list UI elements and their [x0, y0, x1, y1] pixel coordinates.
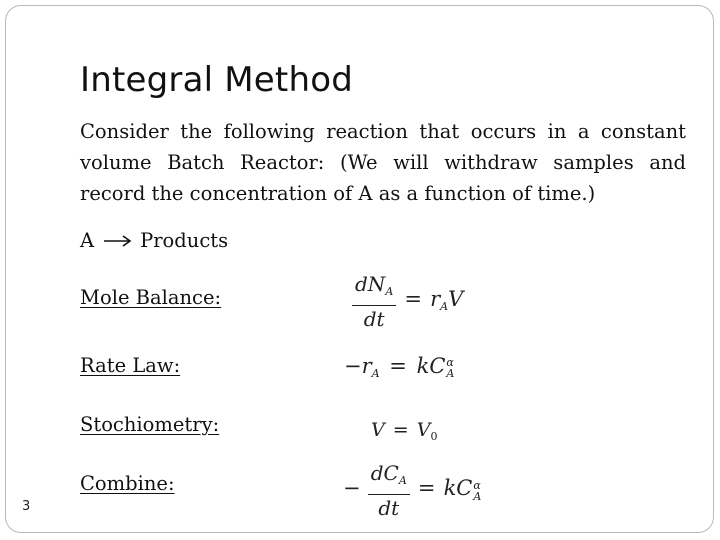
stoichiometry-rhs-subscript: 0	[430, 430, 438, 443]
rate-law-equation	[344, 354, 454, 380]
right-arrow-icon	[100, 234, 134, 248]
mole-balance-numerator: dN	[355, 272, 386, 296]
combine-rhs-scripts	[473, 480, 481, 502]
combine-minus: −	[343, 476, 361, 500]
rate-law-minus: −	[344, 354, 362, 378]
mole-balance-rhs-subscript: A	[440, 300, 449, 313]
mole-balance-label: Mole Balance:	[80, 286, 222, 309]
reactant-label: A	[80, 229, 95, 252]
product-label: Products	[140, 229, 229, 252]
rate-law-rhs-superscript: α	[446, 355, 454, 369]
combine-equation	[343, 461, 481, 520]
mole-balance-denominator: dt	[363, 307, 385, 331]
page-number: 3	[22, 499, 31, 514]
rate-law-label: Rate Law:	[80, 354, 181, 377]
stoichiometry-lhs: V	[371, 419, 385, 441]
combine-rhs-superscript: α	[473, 478, 481, 492]
rate-law-rhs-scripts	[446, 357, 454, 379]
stoichiometry-equals: =	[392, 419, 409, 441]
combine-fraction	[368, 461, 410, 520]
rate-law-rhs-subscript: A	[446, 366, 455, 380]
mole-balance-numerator-subscript: A	[385, 285, 394, 298]
stoichiometry-equation	[371, 419, 437, 443]
rate-law-lhs: r	[361, 354, 372, 378]
combine-rhs: kC	[443, 476, 473, 500]
combine-numerator-subscript: A	[398, 474, 407, 487]
rate-law-equals: =	[389, 354, 407, 378]
mole-balance-fraction	[352, 272, 396, 331]
combine-label: Combine:	[80, 472, 175, 495]
combine-numerator: dC	[370, 461, 399, 485]
combine-rhs-subscript: A	[473, 489, 482, 503]
stoichiometry-label: Stochiometry:	[80, 413, 220, 436]
mole-balance-equation	[352, 272, 463, 331]
rate-law-lhs-subscript: A	[371, 367, 380, 380]
reaction-line	[80, 229, 228, 252]
slide-title: Integral Method	[80, 60, 353, 100]
rate-law-rhs: kC	[416, 354, 446, 378]
stoichiometry-rhs: V	[416, 419, 431, 441]
mole-balance-rhs: r	[430, 287, 441, 311]
intro-paragraph: Consider the following reaction that occurs in a constant volume Batch Reactor: (We will withdraw samples and record the concentration of A as a function of time.)	[80, 120, 686, 205]
mole-balance-equals: =	[404, 287, 422, 311]
combine-denominator: dt	[378, 496, 400, 520]
mole-balance-rhs-volume: V	[448, 287, 464, 311]
combine-equals: =	[417, 476, 436, 500]
